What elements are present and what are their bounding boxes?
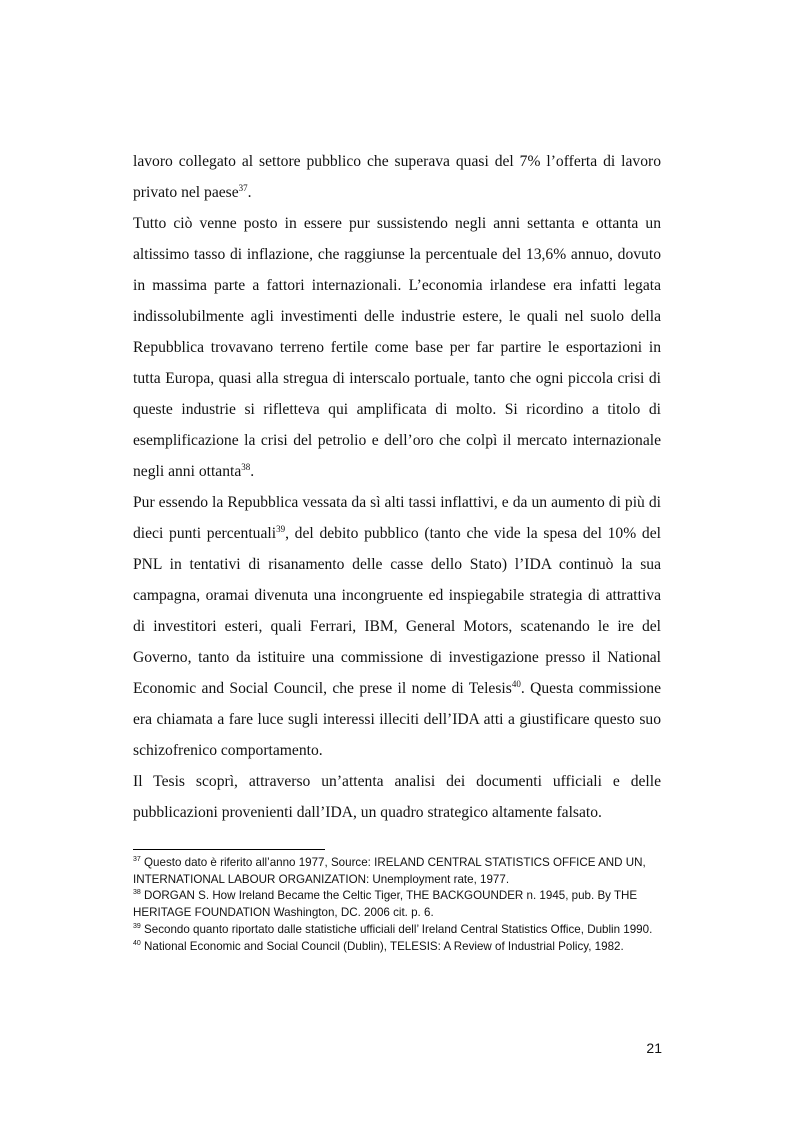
paragraph-text: Pur essendo la Repubblica vessata da sì alti tassi inflattivi, e da un aumento di più di dieci punti percentuali xyxy=(133,494,661,542)
paragraph-3 xyxy=(133,487,661,766)
main-text xyxy=(133,146,661,828)
footnote-text: National Economic and Social Council (Dublin), TELESIS: A Review of Industrial Policy, 1982. xyxy=(144,939,624,953)
paragraph-2: Tutto ciò venne posto in essere pur sussistendo negli anni settanta e ottanta un altissimo tasso di inflazione, che raggiunse la percentuale del 13,6% annuo, dovuto in massima parte a fattori internazionali. L’economia irlandese era infatti legata indissolubilmente agli investimenti delle industrie estere, le quali nel suolo della Repubblica trovavano terreno fertile come base per far partire le esportazioni in tutta Europa, quasi alla stregua di interscalo portuale, tanto che ogni piccola crisi di queste industrie si rifletteva qui amplificata di molto. Si ricordino a titolo di esemplificazione la crisi del petrolio e dell’oro che colpì il mercato internazionale negli anni ottanta$^{38}$. xyxy=(133,215,661,480)
footnotes xyxy=(133,855,661,955)
footnote-number: 37 xyxy=(133,856,141,863)
footnote xyxy=(133,855,661,888)
footnote-ref-38[interactable]: 38 xyxy=(241,462,251,472)
paragraph-text: . Questa commissione era chiamata a fare luce sugli interessi illeciti dell’IDA atti a giustificare questo suo schizofrenico comportamento. xyxy=(133,680,661,759)
paragraph-4 xyxy=(133,766,661,828)
paragraph-1: lavoro collegato al settore pubblico che superava quasi del 7% l’offerta di lavoro privato nel paese$^{37}$. xyxy=(133,153,661,201)
footnote xyxy=(133,939,661,956)
footnote-ref-37[interactable]: 37 xyxy=(238,183,248,193)
paragraph-text: Il Tesis scoprì, attraverso un’attenta analisi dei documenti ufficiali e delle pubblicazioni provenienti dall’IDA, un quadro strategico altamente falsato. xyxy=(133,773,661,821)
paragraph-text: Tutto ciò venne posto in essere pur sussistendo negli anni settanta e ottanta un altissimo tasso di inflazione, che raggiunse la percentuale del 13,6% annuo, dovuto in massima parte a fattori internazionali. L’economia irlandese era infatti legata indissolubilmente agli investimenti delle industrie estere, le quali nel suolo della Repubblica trovavano terreno fertile come base per far partire le esportazioni in tutta Europa, quasi alla stregua di interscalo portuale, tanto che ogni piccola crisi di queste industrie si rifletteva qui amplificata di molto. Si ricordino a titolo di esemplificazione la crisi del petrolio e dell’oro che colpì il mercato internazionale negli anni ottanta xyxy=(133,215,661,480)
footnote-text: Secondo quanto riportato dalle statistiche ufficiali dell’ Ireland Central Statistics Office, Dublin 1990. xyxy=(144,922,653,936)
footnote-number: 38 xyxy=(133,889,141,897)
footnote-number: 40 xyxy=(133,939,141,947)
page-number: 21 xyxy=(646,1040,662,1056)
footnote-number: 39 xyxy=(133,922,141,930)
paragraph-text: lavoro collegato al settore pubblico che superava quasi del 7% l’offerta di lavoro privato nel paese xyxy=(133,153,661,201)
footnote xyxy=(133,888,661,921)
footnote-ref-40[interactable]: 40 xyxy=(511,679,521,689)
footnote-text: Questo dato è riferito all’anno 1977, Source: IRELAND CENTRAL STATISTICS OFFICE AND UN, INTERNATIONAL LABOUR ORGANIZATION: Unemployment rate, 1977. xyxy=(133,856,646,886)
footnote-separator xyxy=(133,849,325,850)
footnote-text: DORGAN S. How Ireland Became the Celtic Tiger, THE BACKGOUNDER n. 1945, pub. By THE HERITAGE FOUNDATION Washington, DC. 2006 cit. p. 6. xyxy=(133,889,638,920)
footnote-ref-39[interactable]: 39 xyxy=(276,524,286,534)
paragraph-text: , del debito pubblico (tanto che vide la spesa del 10% del PNL in tentativi di risanamento delle casse dello Stato) l’IDA continuò la sua campagna, oramai divenuta una incongruente ed inspiegabile strategia di attrattiva di investitori esteri, quali Ferrari, IBM, General Motors, scatenando le ire del Governo, tanto da istituire una commissione di investigazione presso il National Economic and Social Council, che prese il nome di Telesis xyxy=(133,525,661,697)
footnote xyxy=(133,922,661,939)
